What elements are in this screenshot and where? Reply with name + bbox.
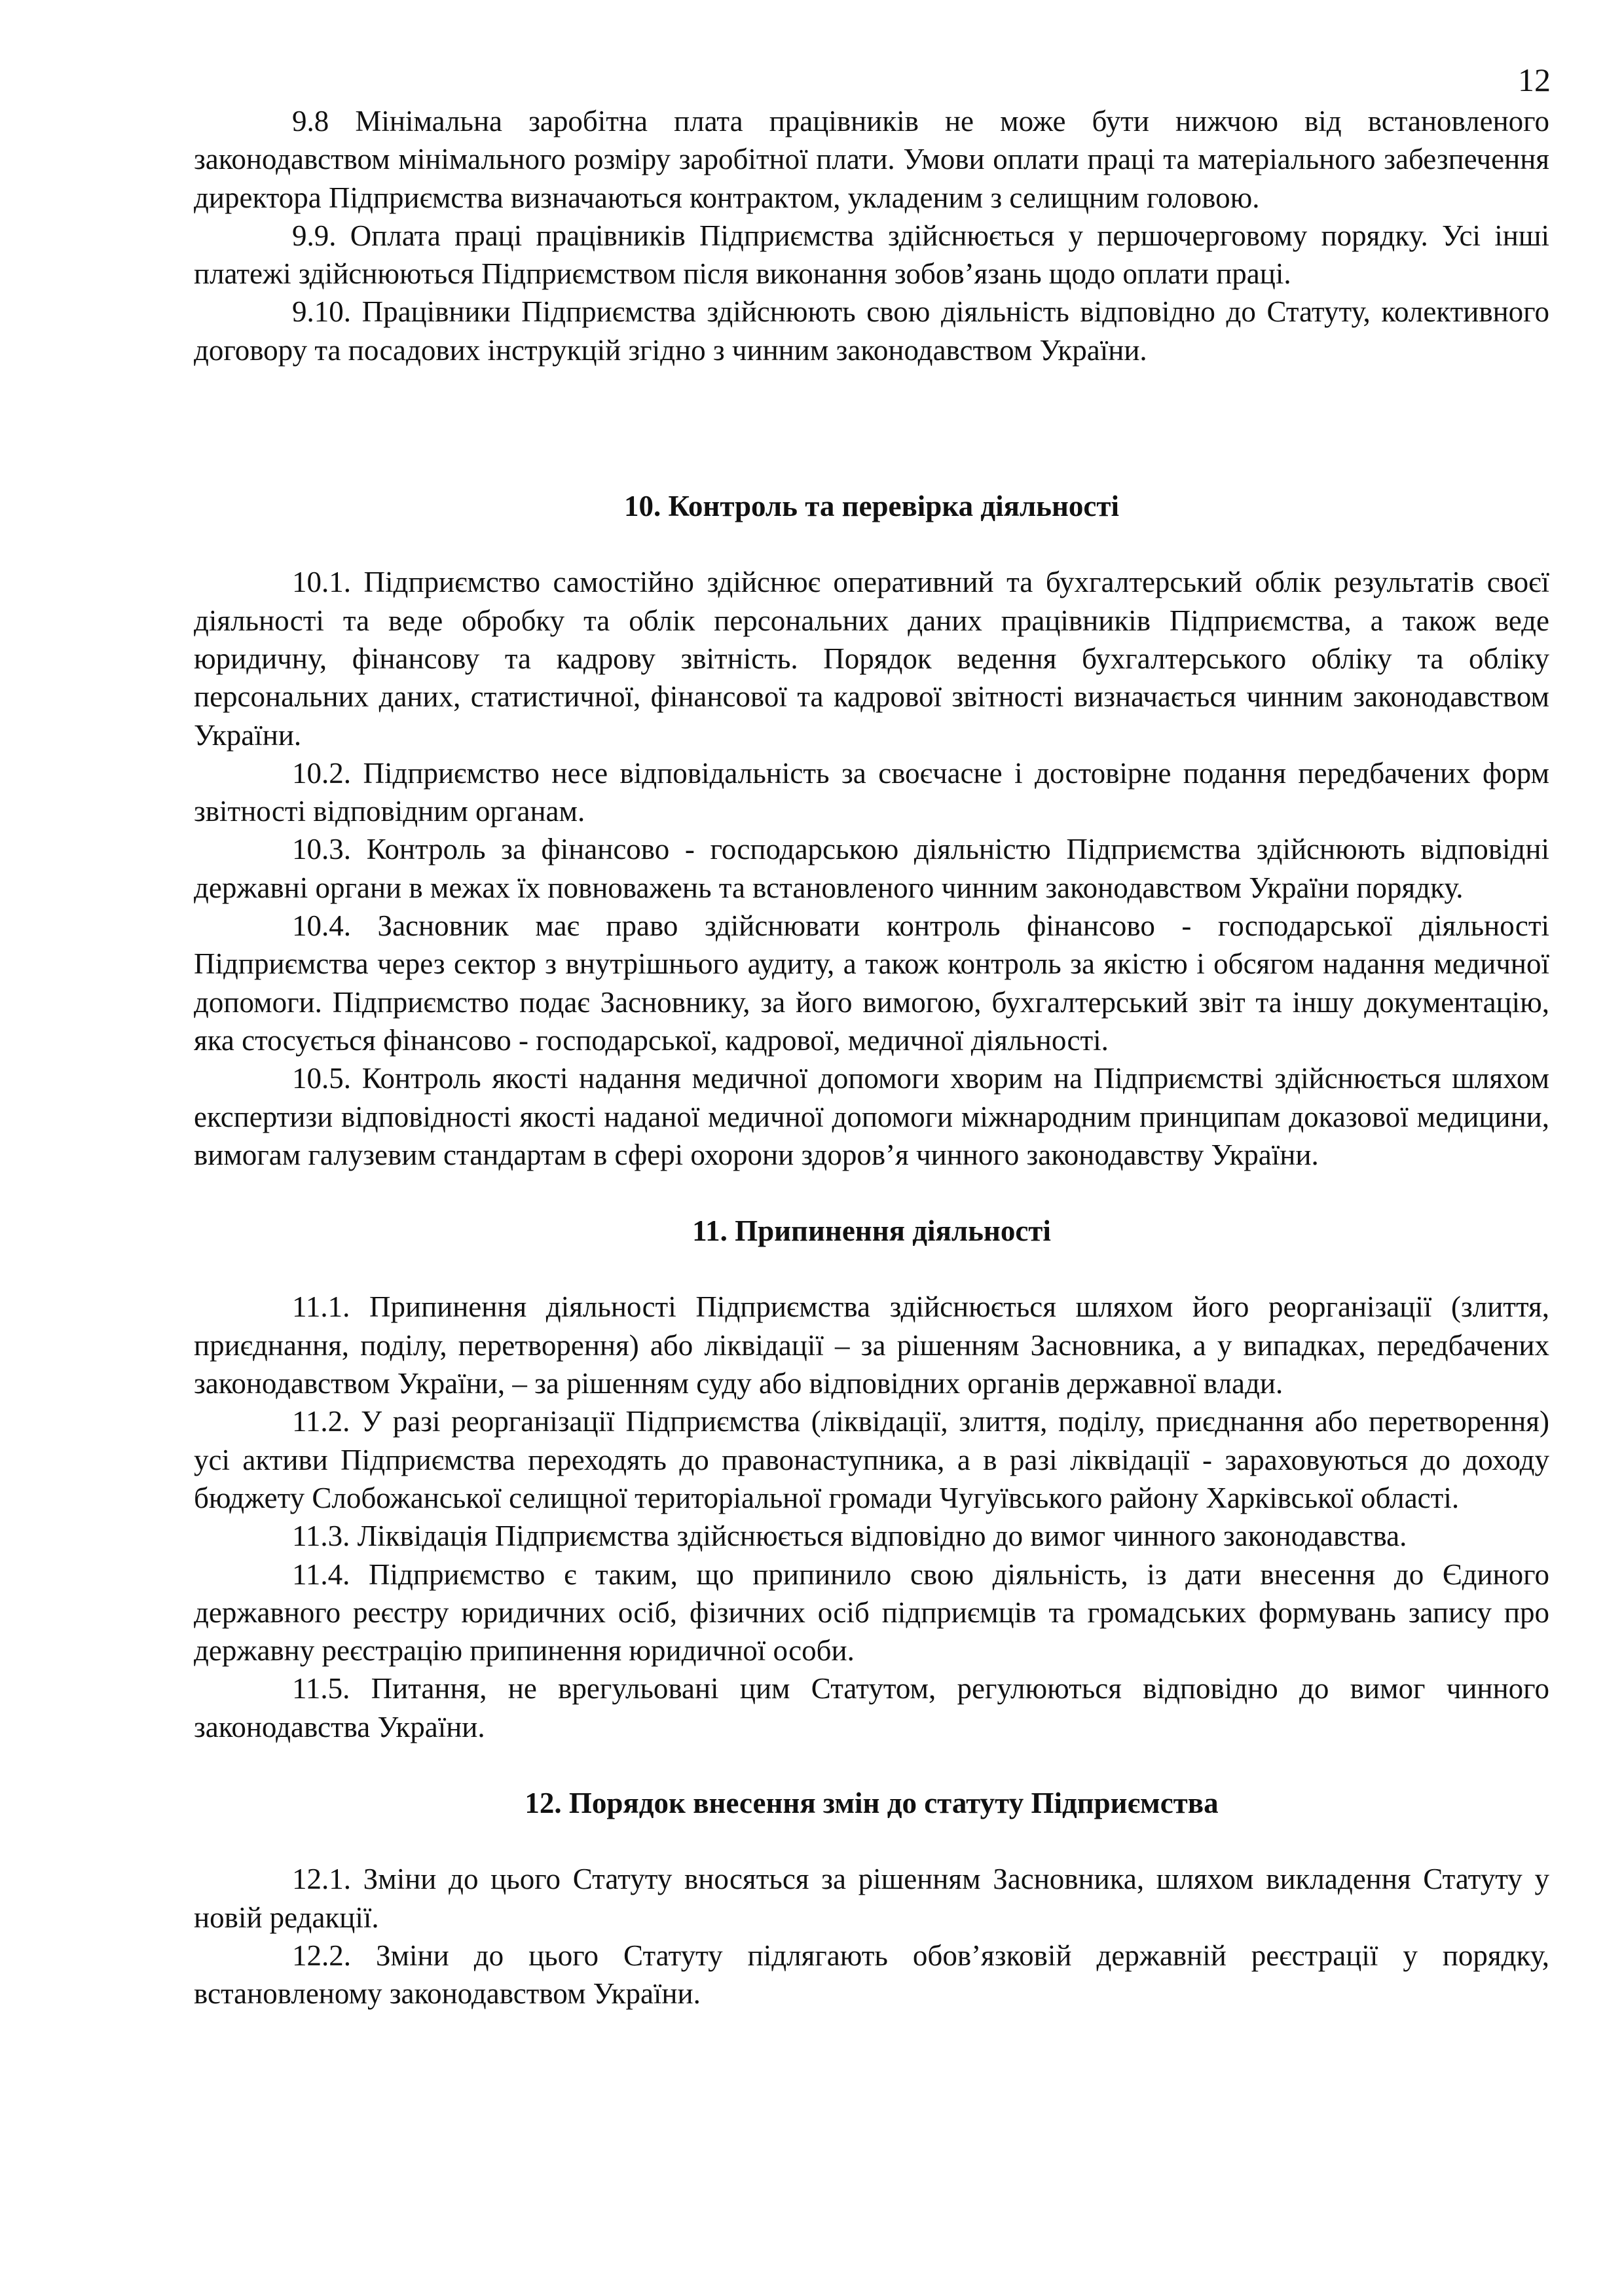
paragraph-11-2: 11.2. У разі реорганізації Підприємства (ліквідації, злиття, поділу, приєднання або перетворення) усі активи Підприємства переходять до правонаступника, а в разі ліквідації - зараховуються до доходу бюджету Слобожанської селищної територіальної громади Чугуївського району Харківської області.: [194, 1405, 1549, 1514]
paragraph-11-1: 11.1. Припинення діяльності Підприємства здійснюється шляхом його реорганізації (злиття, приєднання, поділу, перетворення) або ліквідації – за рішенням Засновника, а у випадках, передбачених законодавством України, – за рішенням суду або відповідних органів державної влади.: [194, 1290, 1549, 1400]
section-12-heading: 12. Порядок внесення змін до статуту Підприємства: [525, 1786, 1219, 1819]
paragraph-9-8: 9.8 Мінімальна заробітна плата працівників не може бути нижчою від встановленого законодавством мінімального розміру заробітної плати. Умови оплати праці та матеріального забезпечення директора Підприємства визначаються контрактом, укладеним з селищним головою.: [194, 105, 1549, 214]
spacer: [194, 1250, 1549, 1288]
paragraph-10-4: 10.4. Засновник має право здійснювати контроль фінансово - господарської діяльності Підприємства через сектор з внутрішнього аудиту, а також контроль за якістю і обсягом надання медичної допомоги. Підприємство подає Засновнику, за його вимогою, бухгалтерський звіт та іншу документацію, яка стосується фінансово - господарської, кадрової, медичної діяльності.: [194, 909, 1549, 1057]
section-11-heading: 11. Припинення діяльності: [692, 1214, 1051, 1248]
spacer: [194, 1174, 1549, 1212]
paragraph-10-5: 10.5. Контроль якості надання медичної допомоги хворим на Підприємстві здійснюється шляхом експертизи відповідності якості наданої медичної допомоги міжнародним принципам доказової медицини, вимогам галузевим стандартам в сфері охорони здоров’я чинного законодавству України.: [194, 1062, 1549, 1171]
spacer: [194, 369, 1549, 487]
spacer: [194, 1822, 1549, 1860]
document-body: [194, 102, 1549, 2013]
paragraph-9-9: 9.9. Оплата праці працівників Підприємства здійснюється у першочерговому порядку. Усі інші платежі здійснюються Підприємством після виконання зобов’язань щодо оплати праці.: [194, 219, 1549, 291]
spacer: [194, 1746, 1549, 1784]
paragraph-10-2: 10.2. Підприємство несе відповідальність за своєчасне і достовірне подання передбачених форм звітності відповідним органам.: [194, 756, 1549, 828]
paragraph-12-2: 12.2. Зміни до цього Статуту підлягають обов’язковій державній реєстрації у порядку, встановленому законодавством України.: [194, 1939, 1549, 2011]
spacer: [194, 525, 1549, 563]
paragraph-11-5: 11.5. Питання, не врегульовані цим Статутом, регулюються відповідно до вимог чинного законодавства України.: [194, 1672, 1549, 1743]
paragraph-10-1: 10.1. Підприємство самостійно здійснює оперативний та бухгалтерський облік результатів своєї діяльності та веде обробку та облік персональних даних працівників Підприємства, а також веде юридичну, фінансову та кадрову звітність. Порядок ведення бухгалтерського обліку та обліку персональних даних, статистичної, фінансової та кадрової звітності визначається чинним законодавством України.: [194, 566, 1549, 752]
page-number: 12: [1518, 62, 1551, 98]
paragraph-11-3: 11.3. Ліквідація Підприємства здійснюється відповідно до вимог чинного законодавства.: [292, 1520, 1407, 1553]
paragraph-9-10: 9.10. Працівники Підприємства здійснюють свою діяльність відповідно до Статуту, колективного договору та посадових інструкцій згідно з чинним законодавством України.: [194, 295, 1549, 367]
section-10-heading: 10. Контроль та перевірка діяльності: [624, 490, 1119, 523]
paragraph-12-1: 12.1. Зміни до цього Статуту вносяться за рішенням Засновника, шляхом викладення Статуту у новій редакції.: [194, 1863, 1549, 1934]
paragraph-11-4: 11.4. Підприємство є таким, що припинило свою діяльність, із дати внесення до Єдиного державного реєстру юридичних осіб, фізичних осіб підприємців та громадських формувань запису про державну реєстрацію припинення юридичної особи.: [194, 1558, 1549, 1667]
paragraph-10-3: 10.3. Контроль за фінансово - господарською діяльністю Підприємства здійснюють відповідні державні органи в межах їх повноважень та встановленого чинним законодавством України порядку.: [194, 833, 1549, 904]
